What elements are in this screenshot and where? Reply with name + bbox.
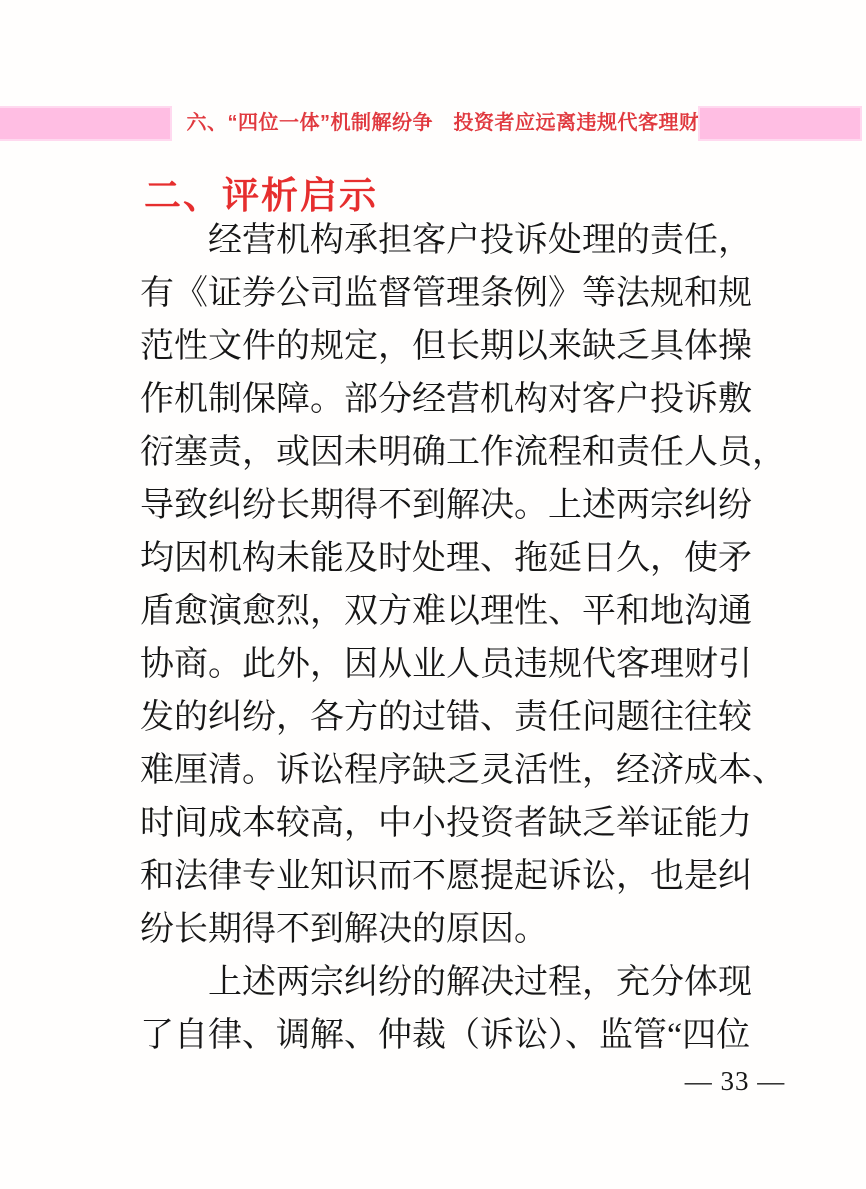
page-number: — 33 — [684, 1066, 786, 1096]
body-line: 发的纠纷，各方的过错、责任问题往往较 [140, 699, 752, 736]
body-line: 有《证券公司监督管理条例》等法规和规 [140, 275, 752, 312]
header-left-pink-bar [0, 108, 170, 139]
body-line: 协商。此外，因从业人员违规代客理财引 [140, 646, 752, 683]
body-line: 时间成本较高，中小投资者缺乏举证能力 [140, 805, 752, 842]
body-line: 难厘清。诉讼程序缺乏灵活性，经济成本、 [140, 752, 786, 789]
body-line: 导致纠纷长期得不到解决。上述两宗纠纷 [140, 487, 752, 524]
body-line: 了自律、调解、仲裁（诉讼）、监管“四位 [140, 1017, 751, 1054]
running-header-title: 六、“四位一体”机制解纷争 投资者应远离违规代客理财 [186, 112, 700, 134]
body-line: 范性文件的规定，但长期以来缺乏具体操 [140, 328, 752, 365]
body-line: 纷长期得不到解决的原因。 [140, 911, 548, 948]
body-line: 上述两宗纠纷的解决过程，充分体现 [208, 964, 752, 1001]
body-line: 盾愈演愈烈，双方难以理性、平和地沟通 [140, 593, 752, 630]
section-heading: 二、评析启示 [144, 175, 378, 216]
body-line: 和法律专业知识而不愿提起诉讼，也是纠 [140, 858, 752, 895]
running-header [0, 108, 866, 139]
header-right-pink-bar [700, 108, 860, 139]
body-line: 作机制保障。部分经营机构对客户投诉敷 [140, 381, 752, 418]
body-line: 均因机构未能及时处理、拖延日久，使矛 [140, 540, 752, 577]
body-line: 衍塞责，或因未明确工作流程和责任人员， [140, 434, 786, 471]
body-line: 经营机构承担客户投诉处理的责任， [208, 222, 752, 259]
body-text [140, 214, 786, 1062]
